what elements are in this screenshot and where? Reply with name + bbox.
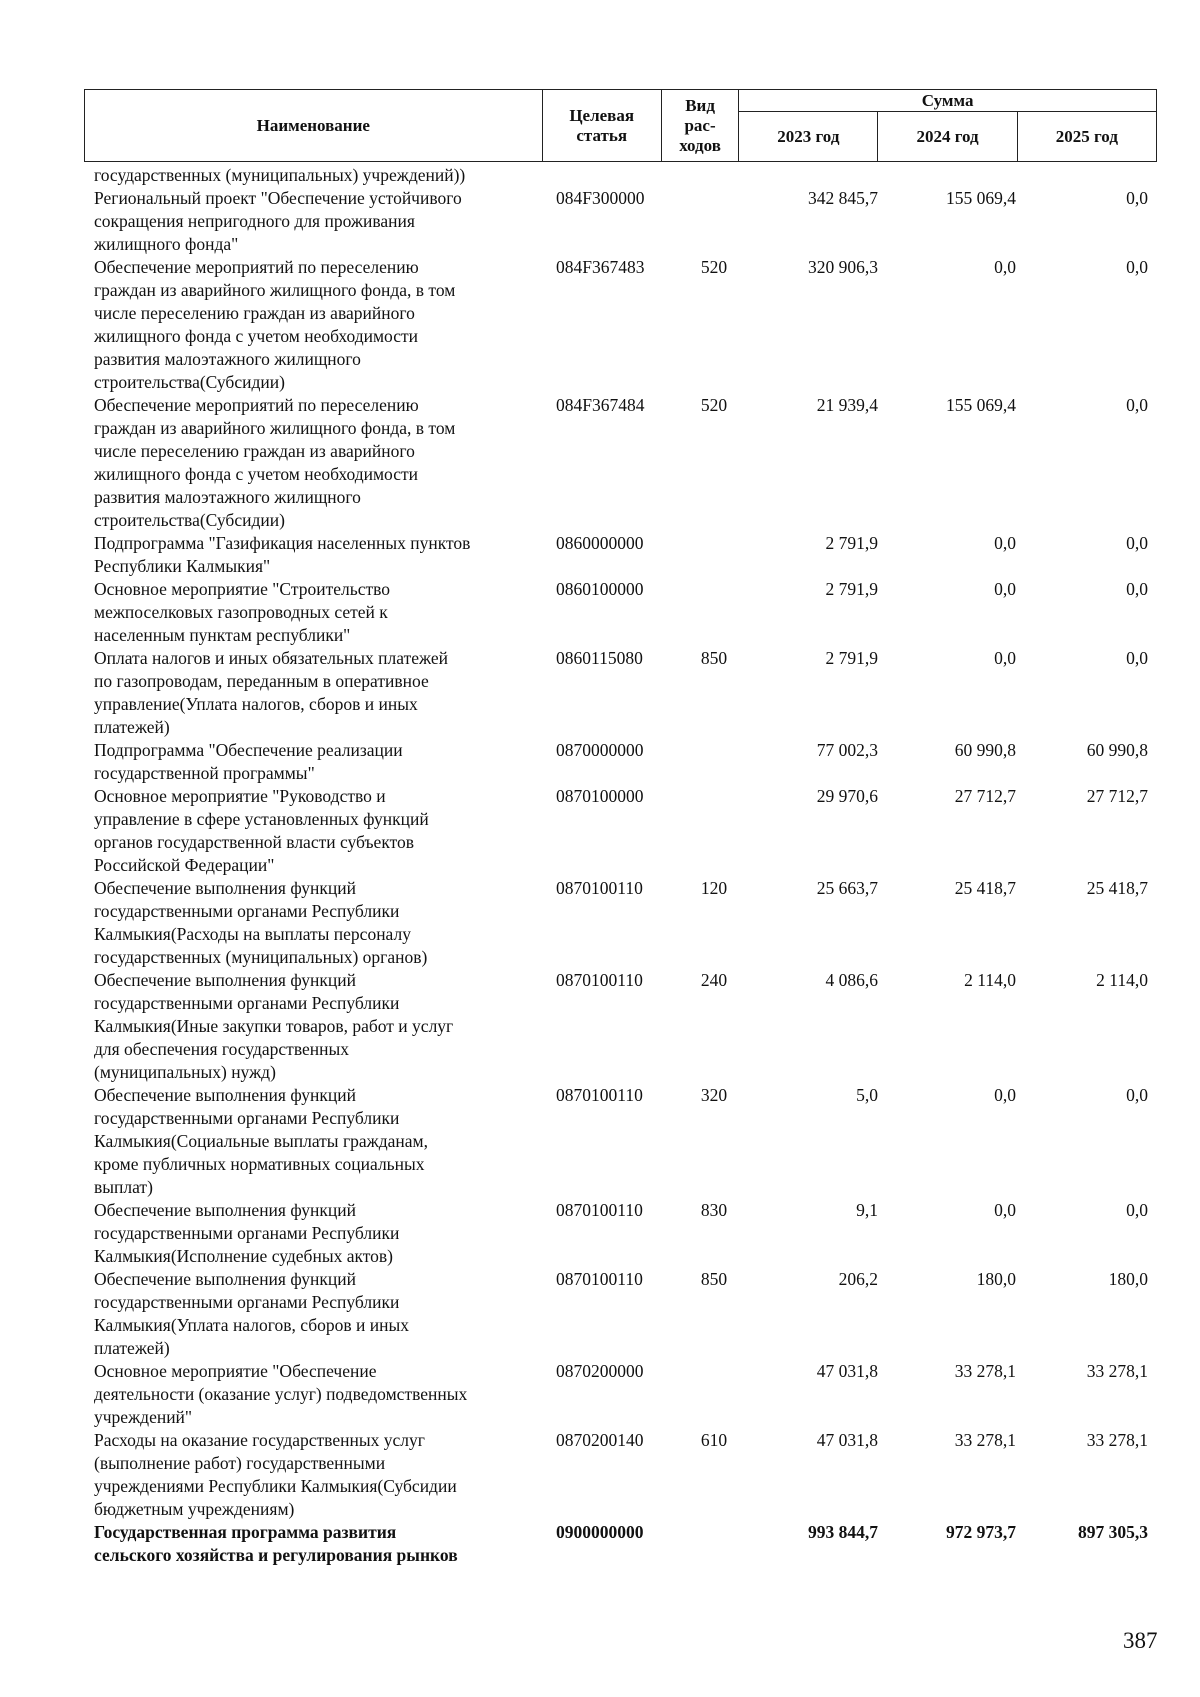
table-row [84,1268,1164,1360]
row-name-line: учреждений" [94,1407,193,1427]
table-row [84,1360,1164,1429]
row-name-line: Обеспечение выполнения функций [94,1200,356,1220]
row-value-2025: 33 278,1 [1086,1361,1148,1381]
row-name-line: Основное мероприятие "Обеспечение [94,1361,377,1381]
row-code: 0870000000 [556,740,644,760]
row-name-line: Российской Федерации" [94,855,275,875]
row-name-line: граждан из аварийного жилищного фонда, в том [94,280,456,300]
row-code: 0870200140 [556,1430,644,1450]
row-name-line: органов государственной власти субъектов [94,832,415,852]
row-kind: 240 [700,970,728,990]
row-kind: 850 [700,648,728,668]
row-value-2025: 2 114,0 [1096,970,1148,990]
row-value-2023: 2 791,9 [825,648,878,668]
row-name-line: Обеспечение выполнения функций [94,970,356,990]
row-name-line: жилищного фонда с учетом необходимости [94,464,419,484]
table-row [84,532,1164,578]
row-name-line: Калмыкия(Уплата налогов, сборов и иных [94,1315,409,1335]
row-code: 0870100110 [556,1200,643,1220]
row-code: 0870100110 [556,878,643,898]
row-value-2023: 29 970,6 [816,786,878,806]
row-name-line: Подпрограмма "Обеспечение реализации [94,740,403,760]
row-name-line: кроме публичных нормативных социальных [94,1154,425,1174]
row-name-line: граждан из аварийного жилищного фонда, в том [94,418,456,438]
row-name-line: сельского хозяйства и регулирования рынков [94,1545,458,1565]
table-row [84,187,1164,256]
row-name-line: числе переселению граждан из аварийного [94,303,415,323]
row-value-2023: 47 031,8 [816,1361,878,1381]
row-name-line: строительства(Субсидии) [94,510,285,530]
row-kind: 320 [700,1085,728,1105]
row-value-2024: 155 069,4 [946,395,1016,415]
row-name [84,1084,539,1199]
table-row [84,1084,1164,1199]
row-name-line: управление в сфере установленных функций [94,809,429,829]
page-number: 387 [1123,1628,1158,1653]
row-name-line: по газопроводам, переданным в оперативное [94,671,429,691]
row-name-line: Обеспечение выполнения функций [94,878,356,898]
row-name-line: Расходы на оказание государственных услуг [94,1430,425,1450]
table-row [84,1521,1164,1567]
row-name-line: Калмыкия(Исполнение судебных актов) [94,1246,394,1266]
row-name [84,1199,539,1268]
row-name-line: жилищного фонда" [94,234,239,254]
header-year-2024: 2024 год [878,112,1017,162]
row-value-2024: 155 069,4 [946,188,1016,208]
row-name-line: Калмыкия(Иные закупки товаров, работ и услуг [94,1016,454,1036]
row-name-line: платежей) [94,717,170,737]
row-name [84,739,539,785]
header-sum: Сумма [739,90,1157,112]
row-name-line: Обеспечение мероприятий по переселению [94,395,419,415]
row-name-line: Региональный проект "Обеспечение устойчивого [94,188,462,208]
row-name-line: Обеспечение выполнения функций [94,1269,356,1289]
row-name-line: государственными органами Республики [94,1108,400,1128]
row-name-line: государственными органами Республики [94,901,400,921]
row-value-2023: 21 939,4 [816,395,878,415]
row-kind: 520 [700,395,728,415]
row-value-2025: 60 990,8 [1086,740,1148,760]
row-name [84,394,539,532]
row-name-line: государственными органами Республики [94,1223,400,1243]
row-value-2025: 0,0 [1126,533,1148,553]
row-value-2023: 4 086,6 [825,970,878,990]
row-value-2024: 25 418,7 [954,878,1016,898]
row-value-2024: 33 278,1 [954,1430,1016,1450]
row-name-line: государственных (муниципальных) органов) [94,947,428,967]
row-value-2025: 25 418,7 [1086,878,1148,898]
row-value-2025: 0,0 [1126,1085,1148,1105]
row-value-2024: 60 990,8 [954,740,1016,760]
row-value-2023: 9,1 [856,1200,878,1220]
row-value-2023: 47 031,8 [816,1430,878,1450]
row-name [84,877,539,969]
row-code: 0860115080 [556,648,643,668]
row-value-2023: 320 906,3 [808,257,878,277]
row-code: 0900000000 [556,1522,644,1542]
row-name-line: числе переселению граждан из аварийного [94,441,415,461]
row-value-2024: 0,0 [994,1085,1016,1105]
row-name-line: государственной программы" [94,763,315,783]
table-row [84,647,1164,739]
header-year-2023: 2023 год [739,112,878,162]
row-value-2023: 206,2 [838,1269,878,1289]
row-name-line: строительства(Субсидии) [94,372,285,392]
row-code: 0860000000 [556,533,644,553]
row-name-line: Основное мероприятие "Руководство и [94,786,386,806]
row-name [84,164,539,187]
row-name-line: сокращения непригодного для проживания [94,211,415,231]
row-value-2023: 5,0 [856,1085,878,1105]
row-name [84,532,539,578]
table-row [84,739,1164,785]
row-value-2025: 897 305,3 [1078,1522,1148,1542]
row-name-line: государственными органами Республики [94,993,400,1013]
row-code: 0870100110 [556,1269,643,1289]
header-target-article: Целевая статья [542,90,661,162]
row-name-line: (выполнение работ) государственными [94,1453,386,1473]
row-code: 0870100000 [556,786,644,806]
row-value-2023: 25 663,7 [816,878,878,898]
row-name-line: Республики Калмыкия" [94,556,271,576]
row-code: 0870100110 [556,1085,643,1105]
table-row [84,256,1164,394]
row-name-line: Оплата налогов и иных обязательных платежей [94,648,448,668]
row-value-2025: 0,0 [1126,257,1148,277]
row-name-line: развития малоэтажного жилищного [94,349,361,369]
row-value-2024: 0,0 [994,533,1016,553]
header-name: Наименование [85,90,543,162]
row-name [84,969,539,1084]
header-expense-kind: Вид рас- ходов [661,90,738,162]
row-name-line: Основное мероприятие "Строительство [94,579,391,599]
table-row [84,969,1164,1084]
row-value-2025: 0,0 [1126,648,1148,668]
row-name [84,187,539,256]
row-value-2023: 2 791,9 [825,579,878,599]
row-code: 084F300000 [556,188,645,208]
table-row [84,877,1164,969]
row-name [84,1360,539,1429]
table-row [84,785,1164,877]
row-name-line: жилищного фонда с учетом необходимости [94,326,419,346]
row-code: 084F367483 [556,257,645,277]
row-value-2023: 2 791,9 [825,533,878,553]
table-row [84,578,1164,647]
row-value-2025: 27 712,7 [1086,786,1148,806]
row-name [84,1268,539,1360]
row-kind: 120 [700,878,728,898]
row-value-2025: 33 278,1 [1086,1430,1148,1450]
row-name-line: Государственная программа развития [94,1522,397,1542]
row-value-2024: 0,0 [994,257,1016,277]
row-name-line: развития малоэтажного жилищного [94,487,361,507]
row-value-2023: 342 845,7 [808,188,878,208]
row-name-line: Обеспечение выполнения функций [94,1085,356,1105]
row-code: 0860100000 [556,579,644,599]
row-value-2025: 0,0 [1126,579,1148,599]
row-value-2024: 33 278,1 [954,1361,1016,1381]
row-value-2024: 2 114,0 [964,970,1016,990]
row-name-line: выплат) [94,1177,153,1197]
row-name [84,578,539,647]
row-name-line: Подпрограмма "Газификация населенных пунктов [94,533,471,553]
row-value-2025: 0,0 [1126,1200,1148,1220]
row-name-line: (муниципальных) нужд) [94,1062,276,1082]
table-row [84,1199,1164,1268]
table-row [84,1429,1164,1521]
row-code: 0870200000 [556,1361,644,1381]
row-name [84,1429,539,1521]
row-value-2024: 27 712,7 [954,786,1016,806]
row-name-line: учреждениями Республики Калмыкия(Субсидии [94,1476,457,1496]
table-body [84,164,1164,1567]
row-value-2023: 77 002,3 [816,740,878,760]
table-row [84,394,1164,532]
header-year-2025: 2025 год [1017,112,1156,162]
row-name-line: для обеспечения государственных [94,1039,349,1059]
row-name [84,1521,539,1567]
row-name-line: Калмыкия(Социальные выплаты гражданам, [94,1131,428,1151]
row-name [84,647,539,739]
row-kind: 850 [700,1269,728,1289]
row-kind: 520 [700,257,728,277]
row-code: 084F367484 [556,395,645,415]
row-name-line: межпоселковых газопроводных сетей к [94,602,388,622]
row-value-2025: 0,0 [1126,188,1148,208]
row-name-line: управление(Уплата налогов, сборов и иных [94,694,418,714]
row-name-line: бюджетным учреждениям) [94,1499,295,1519]
row-name-line: государственных (муниципальных) учреждений)) [94,165,466,185]
row-kind: 830 [700,1200,728,1220]
row-name-line: платежей) [94,1338,170,1358]
row-name-line: Обеспечение мероприятий по переселению [94,257,419,277]
row-value-2024: 0,0 [994,648,1016,668]
row-value-2024: 0,0 [994,579,1016,599]
row-name-line: населенным пунктам республики" [94,625,351,645]
table-header [84,89,1157,162]
row-kind: 610 [700,1430,728,1450]
row-value-2024: 972 973,7 [946,1522,1016,1542]
row-value-2024: 180,0 [976,1269,1016,1289]
row-name-line: государственными органами Республики [94,1292,400,1312]
row-value-2024: 0,0 [994,1200,1016,1220]
row-value-2023: 993 844,7 [808,1522,878,1542]
row-code: 0870100110 [556,970,643,990]
row-value-2025: 0,0 [1126,395,1148,415]
row-name [84,785,539,877]
row-value-2025: 180,0 [1108,1269,1148,1289]
row-name-line: деятельности (оказание услуг) подведомственных [94,1384,468,1404]
row-name-line: Калмыкия(Расходы на выплаты персоналу [94,924,411,944]
table-row [84,164,1164,187]
row-name [84,256,539,394]
